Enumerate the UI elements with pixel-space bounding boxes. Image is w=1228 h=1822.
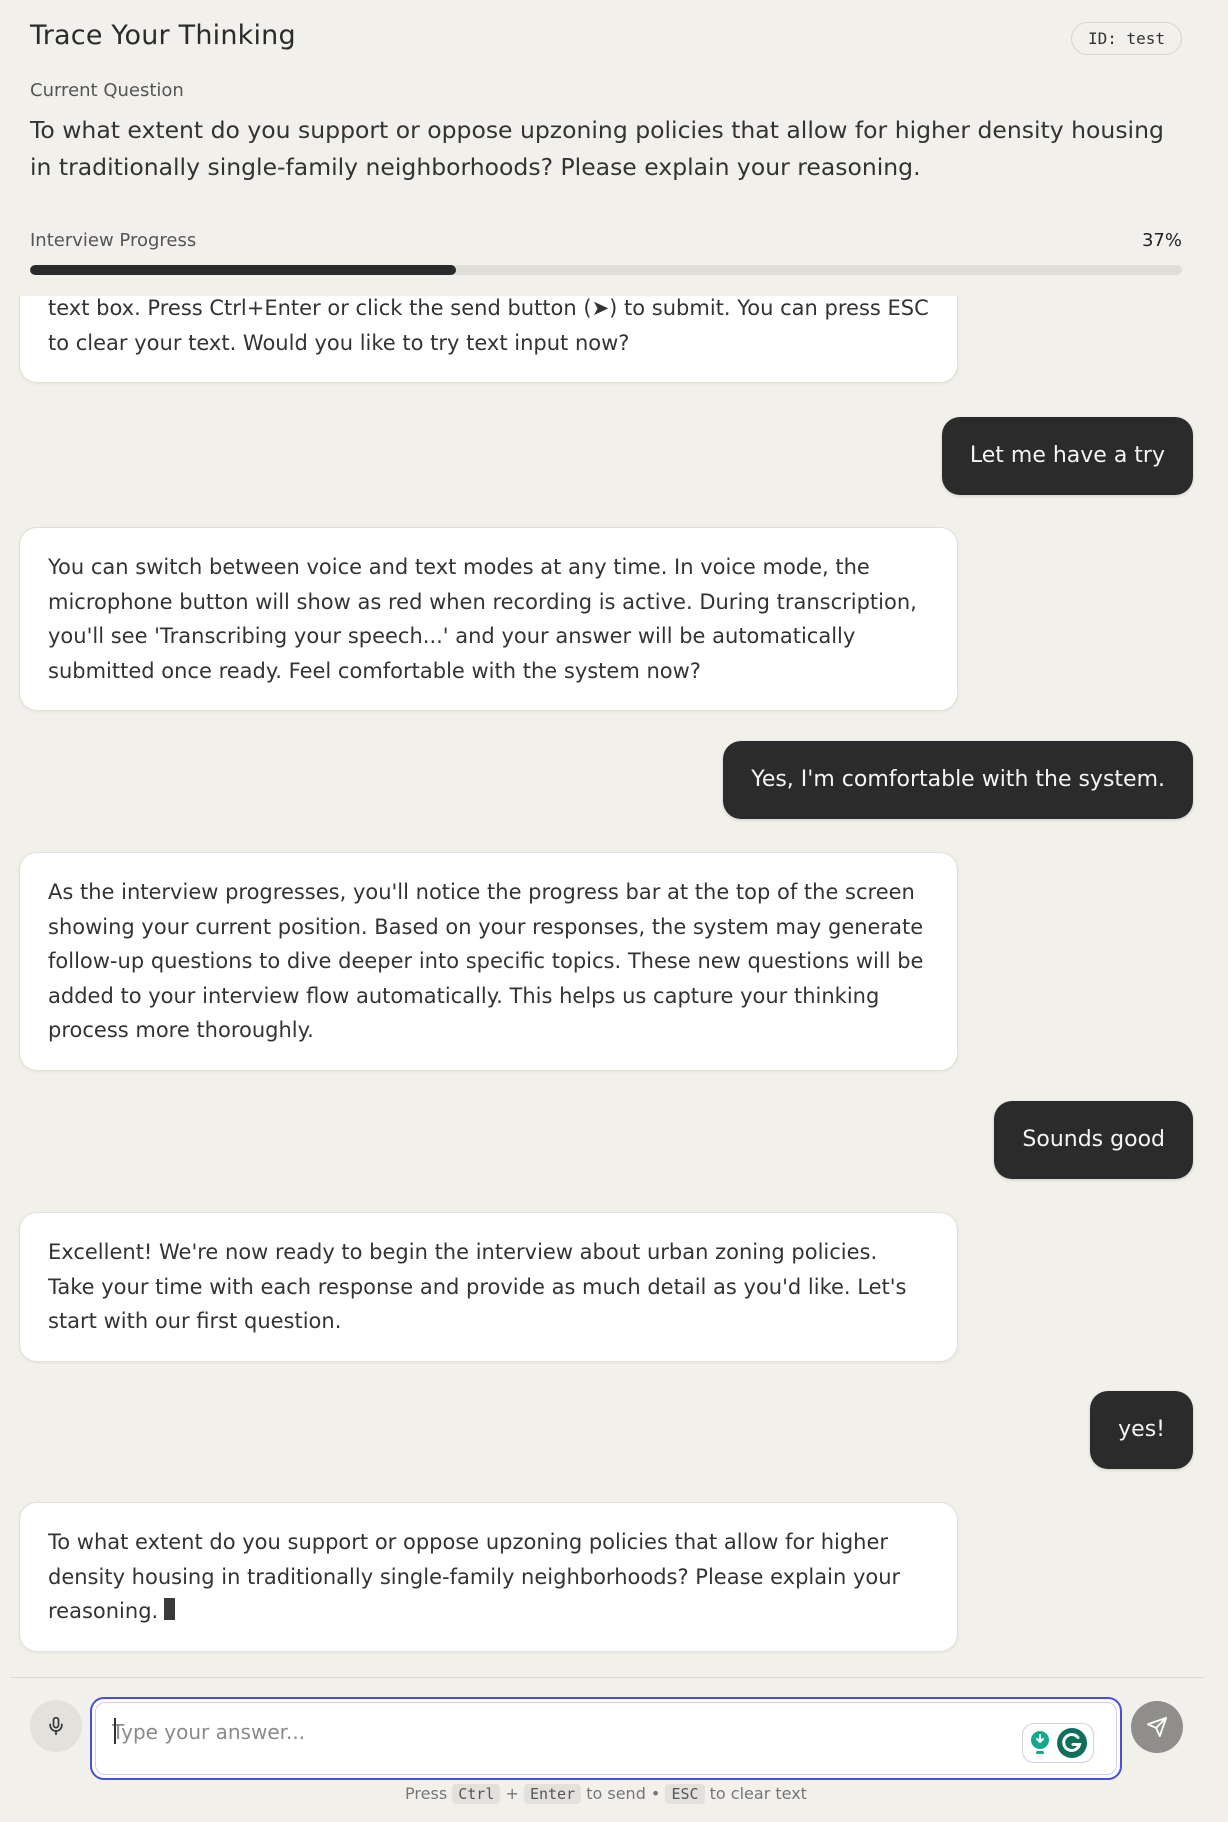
microphone-button[interactable] <box>30 1700 82 1752</box>
current-question-label: Current Question <box>30 80 184 101</box>
header <box>0 0 1228 296</box>
grammarly-icon[interactable] <box>1056 1727 1088 1759</box>
streaming-cursor <box>164 1598 175 1620</box>
progress-label: Interview Progress <box>30 230 197 251</box>
current-question-text: To what extent do you support or oppose upzoning policies that allow for higher density housing in traditionally single-family neighborhoods? Please explain your reasoning. <box>30 116 1164 181</box>
chat-transcript[interactable] <box>0 296 1228 1676</box>
key-esc: ESC <box>665 1784 704 1804</box>
answer-input-frame <box>95 1702 1117 1775</box>
message-text: As the interview progresses, you'll notice the progress bar at the top of the screen showing your current position. Based on your responses, the system may generate follow-up questions to dive deeper into specific topics. These new questions will be added to your interview flow automatically. This helps us capture your thinking process more thoroughly. <box>48 880 924 1042</box>
key-ctrl: Ctrl <box>452 1784 500 1804</box>
lightbulb-icon[interactable] <box>1028 1729 1052 1757</box>
hint-text: to clear text <box>709 1784 807 1803</box>
assistant-message <box>19 1502 958 1652</box>
progress-bar <box>30 265 1182 275</box>
id-badge: ID: test <box>1071 22 1182 55</box>
hint-text: Press <box>405 1784 448 1803</box>
message-text: You can switch between voice and text modes at any time. In voice mode, the microphone button will show as red when recording is active. During transcription, you'll see 'Transcribing your speech...' and your answer will be automatically submitted once ready. Feel comfortable with the system now? <box>48 555 917 683</box>
send-icon <box>1146 1716 1168 1738</box>
assistant-message <box>19 527 958 711</box>
answer-input[interactable] <box>112 1717 992 1747</box>
progress-bar-fill <box>30 265 456 275</box>
grammar-assistant-widget[interactable] <box>1022 1723 1094 1763</box>
assistant-message <box>19 296 958 383</box>
user-message <box>994 1101 1193 1179</box>
send-button[interactable] <box>1131 1701 1183 1753</box>
message-text: Sounds good <box>1022 1127 1165 1152</box>
progress-percent: 37% <box>1141 230 1182 251</box>
answer-input-container[interactable] <box>90 1697 1122 1780</box>
text-caret <box>114 1718 116 1744</box>
message-text: Let me have a try <box>969 443 1165 468</box>
assistant-message <box>19 852 958 1071</box>
composer-divider <box>10 1677 1205 1678</box>
message-text: yes! <box>1118 1417 1165 1442</box>
hint-plus: + <box>505 1784 519 1803</box>
assistant-message <box>19 1212 958 1362</box>
hint-text: to send • <box>586 1784 661 1803</box>
message-text: To what extent do you support or oppose upzoning policies that allow for higher density housing in traditionally single-family neighborhoods? Please explain your reasoning. <box>48 1530 901 1623</box>
microphone-icon <box>46 1716 66 1736</box>
message-text: Excellent! We're now ready to begin the interview about urban zoning policies. Take your time with each response and provide as much detail as you'd like. Let's start with our first question. <box>48 1240 907 1333</box>
user-message <box>942 417 1193 495</box>
key-enter: Enter <box>524 1784 581 1804</box>
message-text: Yes, I'm comfortable with the system. <box>751 767 1165 792</box>
user-message <box>1090 1391 1193 1469</box>
keyboard-hint <box>0 1784 1212 1804</box>
message-text: text box. Press Ctrl+Enter or click the send button (➤) to submit. You can press ESC to clear your text. Would you like to try text input now? <box>48 296 929 355</box>
app-title: Trace Your Thinking <box>30 20 296 51</box>
user-message <box>723 741 1193 819</box>
